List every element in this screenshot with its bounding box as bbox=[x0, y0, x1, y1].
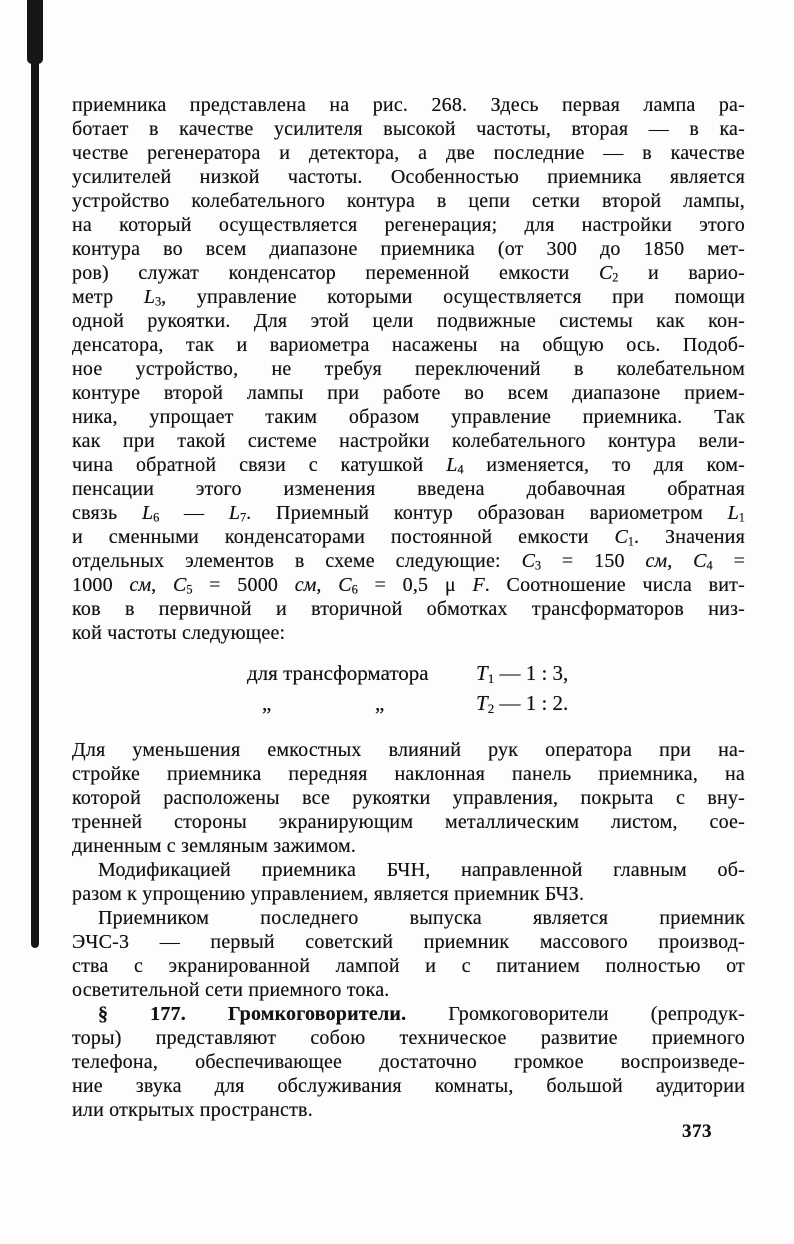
subscript: 6 bbox=[351, 582, 358, 597]
formula-row bbox=[72, 688, 745, 718]
text-line: усилителей низкой частоты. Особенностью приемника является bbox=[72, 166, 745, 188]
subscript: 3 bbox=[154, 294, 162, 309]
subscript: 4 bbox=[706, 558, 713, 573]
variable: см bbox=[645, 550, 668, 572]
text-line: одной рукоятки. Для этой цели подвижные системы как кон- bbox=[72, 310, 745, 332]
variable: T bbox=[476, 661, 488, 685]
bold-text: § 177. Громкоговорители. bbox=[98, 1003, 407, 1025]
paragraph-receiver-description bbox=[72, 93, 745, 645]
subscript: 3 bbox=[534, 558, 542, 573]
text-line: стройке приемника передняя наклонная панель приемника, на bbox=[72, 763, 745, 785]
variable: см bbox=[294, 574, 317, 596]
text-line: и сменными конденсаторами постоянной емкости $C_1$. Значения bbox=[72, 526, 745, 549]
text-line: ботает в качестве усилителя высокой частоты, вторая — в ка- bbox=[72, 118, 745, 140]
text-line: пенсации этого изменения введена добавочная обратная bbox=[72, 478, 745, 500]
text-line: ЭЧС-3 — первый советский приемник массового производ- bbox=[72, 931, 745, 953]
variable: L bbox=[446, 454, 458, 476]
text-line: 1000 см, $C_5 = 5000$ см, $C_6 = 0,5$ μ F. Соотношение числа вит- bbox=[72, 574, 745, 597]
subscript: 6 bbox=[153, 510, 160, 525]
text-line: торы) представляют собою техническое развитие приемного bbox=[72, 1027, 745, 1049]
text-line: контуре второй лампы при работе во всем диапазоне прием- bbox=[72, 382, 745, 404]
subscript: 1 bbox=[627, 534, 634, 549]
text-line: как при такой системе настройки колебательного контура вели- bbox=[72, 430, 745, 452]
subscript: 2 bbox=[612, 270, 619, 285]
variable: C bbox=[598, 262, 613, 284]
formula-row bbox=[72, 658, 745, 688]
text-line: или открытых пространств. bbox=[72, 1099, 313, 1121]
scan-gutter-artifact-top bbox=[27, 0, 43, 64]
text-line: чина обратной связи с катушкой $L_4$ изменяется, то для ком- bbox=[72, 454, 745, 477]
text-line: осветительной сети приемного тока. bbox=[72, 979, 390, 1001]
variable: F bbox=[472, 574, 485, 596]
text-line: контура во всем диапазоне приемника (от 300 до 1850 мет- bbox=[72, 238, 745, 260]
variable: C bbox=[338, 574, 352, 596]
paragraph-shielding bbox=[72, 738, 745, 858]
formula-cell: для трансформатора bbox=[247, 661, 429, 685]
text-line: ние звука для обслуживания комнаты, большой аудитории bbox=[72, 1075, 745, 1097]
text-line: ства с экранированной лампой и с питанием полностью от bbox=[72, 955, 745, 977]
subscript: 7 bbox=[239, 510, 247, 525]
variable: L bbox=[727, 502, 739, 524]
variable: C bbox=[614, 526, 628, 548]
subscript: 1 bbox=[738, 510, 745, 525]
text-line: приемника представлена на рис. 268. Здесь первая лампа ра- bbox=[72, 94, 745, 116]
variable: L bbox=[143, 286, 155, 308]
formula-transformer-ratios bbox=[72, 658, 745, 718]
text-line: честве регенератора и детектора, а две последние — в качестве bbox=[72, 142, 745, 164]
text-line: устройство колебательного контура в цепи сетки второй лампы, bbox=[72, 190, 745, 212]
paragraph-echs3 bbox=[72, 906, 745, 1002]
text-line: кой частоты следующее: bbox=[72, 622, 286, 644]
text-line: отдельных элементов в схеме следующие: $C_3 = 150$ см, $C_4$ = bbox=[72, 550, 745, 573]
text-line: § 177. Громкоговорители. Громкоговорители (репродук- bbox=[98, 1003, 745, 1025]
text-line: метр $L_3$, управление которыми осуществляется при помощи bbox=[72, 286, 745, 309]
formula-cell: $T_2$ — 1 : 2. bbox=[476, 691, 569, 716]
variable: C bbox=[521, 550, 535, 572]
variable: C bbox=[693, 550, 707, 572]
variable: L bbox=[228, 502, 240, 524]
text-line: тренней стороны экранирующим металлическим листом, сое- bbox=[72, 811, 745, 833]
formula-cell: „ bbox=[262, 691, 272, 715]
subscript: 4 bbox=[457, 462, 464, 477]
formula-cell: „ bbox=[375, 691, 385, 715]
text-line: которой расположены все рукоятки управления, покрыта с вну- bbox=[72, 787, 745, 809]
text-line: Для уменьшения емкостных влияний рук оператора при на- bbox=[72, 739, 745, 761]
variable: C bbox=[172, 574, 187, 596]
text-line: ника, упрощает таким образом управление приемника. Так bbox=[72, 406, 745, 428]
subscript: 5 bbox=[186, 582, 193, 597]
text-line: Модификацией приемника БЧН, направленной главным об- bbox=[98, 859, 745, 881]
text-line: денсатора, так и вариометра насажены на общую ось. Подоб- bbox=[72, 334, 745, 356]
text-line: ров) служат конденсатор переменной емкости $C_2$ и варио- bbox=[72, 262, 745, 285]
variable: T bbox=[476, 691, 488, 715]
paragraph-bchn-modification bbox=[72, 858, 745, 906]
text-line: Приемником последнего выпуска является приемник bbox=[98, 907, 745, 929]
page-number: 373 bbox=[682, 1121, 712, 1142]
text-line: ков в первичной и вторичной обмотках трансформаторов низ- bbox=[72, 598, 745, 620]
subscript: 2 bbox=[487, 700, 495, 716]
text-line: телефона, обеспечивающее достаточно громкое воспроизведе- bbox=[72, 1051, 745, 1073]
variable: см bbox=[129, 574, 152, 596]
variable: L bbox=[141, 502, 154, 524]
body-text bbox=[72, 93, 745, 1122]
scan-gutter-artifact bbox=[31, 0, 39, 948]
text-line: разом к упрощению управлением, является приемник БЧЗ. bbox=[72, 883, 585, 905]
formula-cell: $T_1$ — 1 : 3, bbox=[476, 661, 569, 686]
text-line: связь $L_6$ — $L_7$. Приемный контур образован вариометром $L_1$ bbox=[72, 502, 745, 525]
text-line: диненным с земляным зажимом. bbox=[72, 835, 357, 857]
text-line: на который осуществляется регенерация; для настройки этого bbox=[72, 214, 745, 236]
text-line: ное устройство, не требуя переключений в колебательном bbox=[72, 358, 745, 380]
subscript: 1 bbox=[487, 670, 495, 686]
paragraph-section-177 bbox=[72, 1002, 745, 1122]
